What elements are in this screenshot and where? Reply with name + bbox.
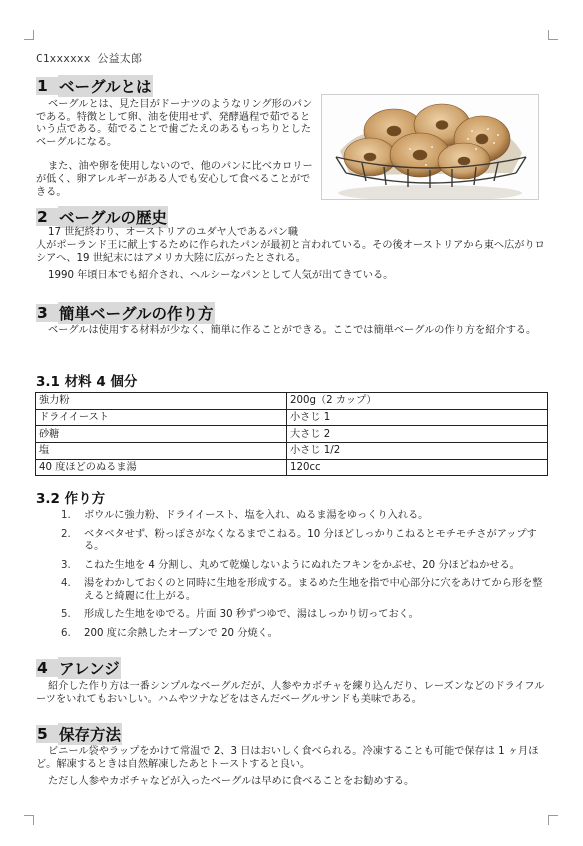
step-number: 1. <box>61 510 71 521</box>
subsection-3-1-title: 3.1 材料 4 個分 <box>36 374 138 390</box>
step-text: 湯をわかしておくのと同時に生地を形成する。まるめた生地を指で中心部分に穴をあけてから形を整えると綺麗に仕上がる。 <box>84 578 543 602</box>
step-number: 5. <box>61 609 71 620</box>
section-3-title: 簡単ベーグルの作り方 <box>58 302 215 324</box>
section-1-title: ベーグルとは <box>58 75 153 97</box>
ingredient-amount: 小さじ 1 <box>287 409 548 426</box>
list-item <box>36 510 551 523</box>
step-number: 6. <box>61 627 71 639</box>
section-4-paragraph-1: 紹介した作り方は一番シンプルなベーグルだが、人参やカボチャを練り込んだり、レーズンなどのドライフルーツをいれてもおいしい。ハムやツナなどをはさんだベーグルサンドも美味である。 <box>36 681 545 705</box>
section-2-paragraph-2: 1990 年頃日本でも紹介され、ヘルシーなパンとして人気が出てきている。 <box>48 270 394 281</box>
section-5-paragraph-2: ただし人参やカボチャなどが入ったベーグルは早めに食べることをお勧めする。 <box>48 776 415 787</box>
table-row <box>36 459 548 476</box>
ingredient-name: ドライイースト <box>36 409 287 426</box>
section-2-heading <box>36 206 168 228</box>
section-5-title: 保存方法 <box>58 723 122 745</box>
step-text: 形成した生地をゆでる。片面 30 秒ずつゆで、湯はしっかり切っておく。 <box>84 609 419 620</box>
table-row <box>36 409 548 426</box>
step-text: 200 度に余熱したオーブンで 20 分焼く。 <box>84 627 278 639</box>
section-5-paragraph-1: ビニール袋やラップをかけて常温で 2、3 日はおいしく食べられる。冷凍することも可能で保存は 1 ヶ月ほど。解凍するときは自然解凍したあとトーストすると良い。 <box>36 746 539 770</box>
bagel-basket-illustration <box>322 95 538 199</box>
step-text: ベタベタせず、粉っぽさがなくなるまでこねる。10 分ほどしっかりこねるとモチモチさがアップする。 <box>84 528 537 552</box>
ingredients-table <box>35 392 548 476</box>
list-item <box>36 609 551 622</box>
step-text: ボウルに強力粉、ドライイースト、塩を入れ、ぬるま湯をゆっくり入れる。 <box>84 510 429 521</box>
table-row <box>36 426 548 443</box>
step-number: 2. <box>61 528 71 540</box>
section-3-number: 3 <box>36 304 58 322</box>
section-2-paragraph-1-start: 17 世紀終わり、オーストリアのユダヤ人であるパン職 <box>48 227 299 238</box>
table-row <box>36 393 548 410</box>
section-1-paragraph-1: ベーグルとは、見た目がドーナツのようなリング形のパンである。特徴として卵、油を使用せず、発酵過程で茹でるという点である。茹でることで歯ごたえのあるもっちりとしたベーグルになる。 <box>36 99 313 148</box>
ingredient-name: 塩 <box>36 443 287 460</box>
author-line: C1xxxxxx 公益太郎 <box>36 52 143 65</box>
ingredient-amount: 小さじ 1/2 <box>287 443 548 460</box>
ingredient-name: 強力粉 <box>36 393 287 410</box>
ingredient-amount: 120cc <box>287 459 548 476</box>
step-number: 4. <box>61 578 71 589</box>
subsection-3-2-title: 3.2 作り方 <box>36 491 106 507</box>
section-4-title: アレンジ <box>58 657 121 679</box>
section-2-number: 2 <box>36 208 58 226</box>
ingredient-amount: 大さじ 2 <box>287 426 548 443</box>
section-1-body <box>36 99 316 199</box>
section-1-heading <box>36 75 153 97</box>
step-number: 3. <box>61 559 71 571</box>
section-5-number: 5 <box>36 725 58 743</box>
list-item <box>36 560 551 573</box>
table-row <box>36 443 548 460</box>
section-4-number: 4 <box>36 659 58 677</box>
crop-mark-top-right <box>548 30 558 40</box>
list-item <box>36 529 551 554</box>
section-3-paragraph-1: ベーグルは使用する材料が少なく、簡単に作ることができる。ここでは簡単ベーグルの作り方を紹介する。 <box>48 325 537 336</box>
bagel-basket-photo <box>321 94 539 200</box>
section-1-paragraph-2: また、油や卵を使用しないので、他のパンに比べカロリーが低く、卵アレルギーがある人でも安心して食べることができる。 <box>36 161 313 198</box>
ingredient-amount: 200g（2 カップ） <box>287 393 548 410</box>
list-item <box>36 578 551 603</box>
section-2-paragraph-1-rest: 人がポーランド王に献上するために作られたパンが最初と言われている。その後オーストリアから東へ広がりロシアへ、19 世紀末にはアメリカ大陸に広がったとされる。 <box>36 240 545 264</box>
section-4-heading <box>36 657 121 679</box>
section-2-title: ベーグルの歴史 <box>58 206 168 228</box>
ingredient-name: 砂糖 <box>36 426 287 443</box>
crop-mark-top-left <box>24 30 34 40</box>
crop-mark-bottom-right <box>548 815 558 825</box>
section-5-heading <box>36 723 122 745</box>
step-text: こねた生地を 4 分割し、丸めて乾燥しないようにぬれたフキンをかぶせ、20 分ほどねかせる。 <box>84 559 520 571</box>
crop-mark-bottom-left <box>24 815 34 825</box>
section-1-number: 1 <box>36 77 58 95</box>
ingredient-name: 40 度ほどのぬるま湯 <box>36 459 287 476</box>
section-3-heading <box>36 302 215 324</box>
list-item <box>36 628 551 641</box>
recipe-steps-list <box>36 510 551 640</box>
